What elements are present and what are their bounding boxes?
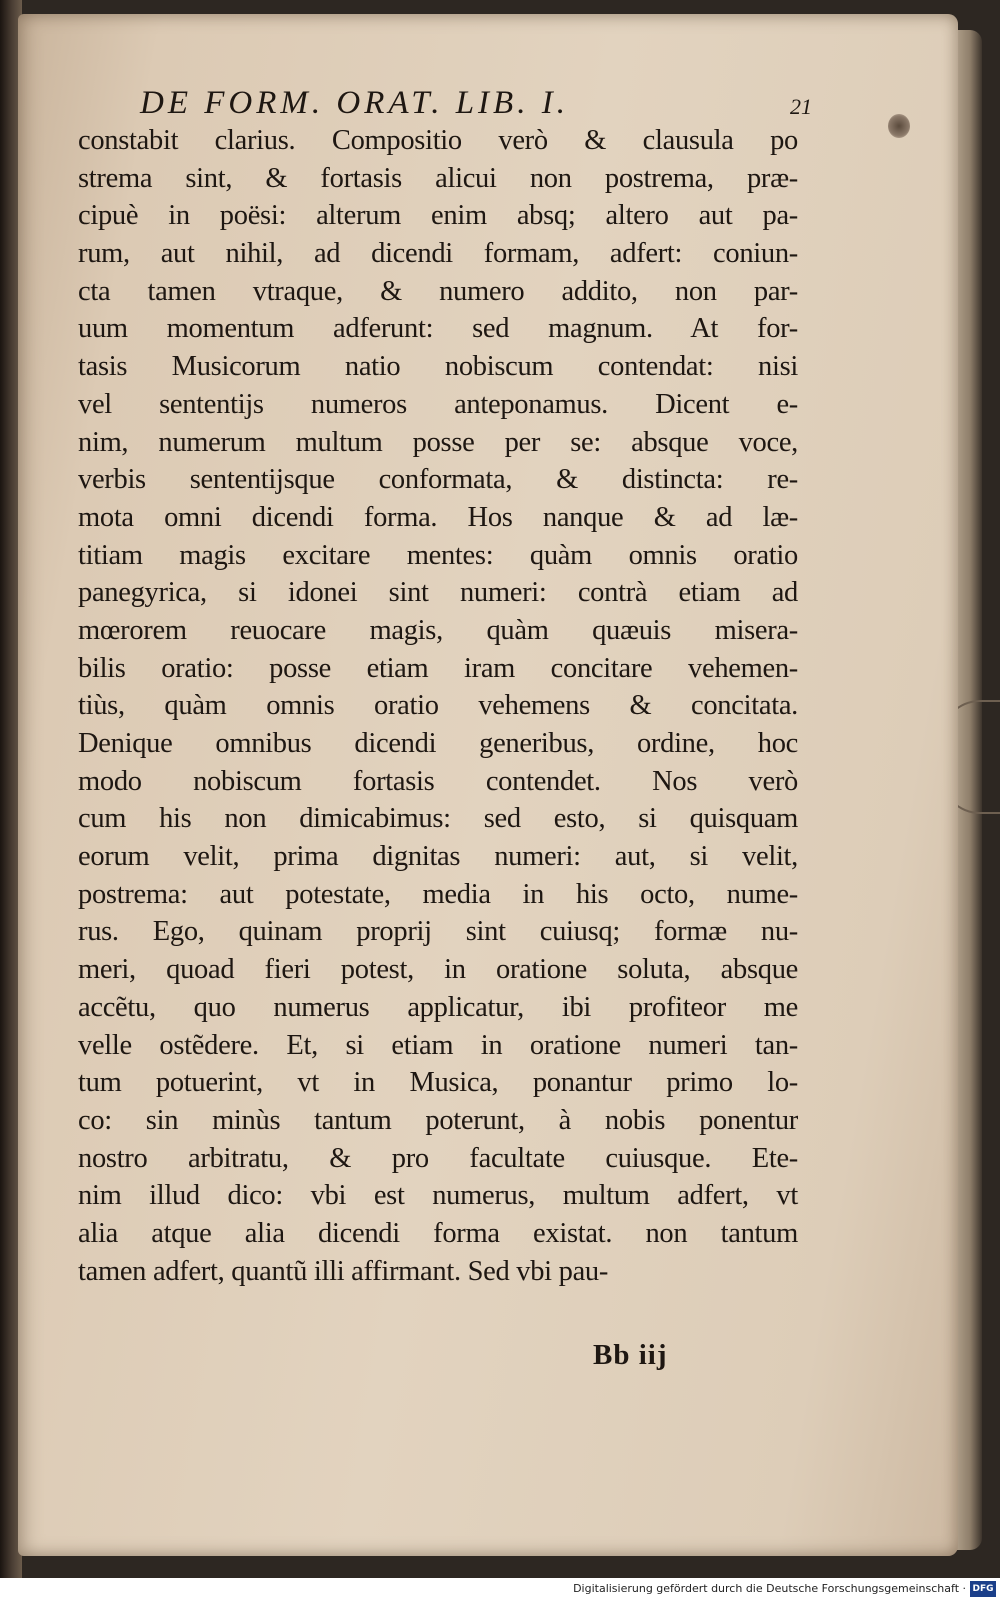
text-line: rum, aut nihil, ad dicendi formam, adfert: coniun- [78, 238, 798, 270]
text-line: meri, quoad fieri potest, in oratione soluta, absque [78, 954, 798, 986]
text-line: rus. Ego, quinam proprij sint cuiusq; formæ nu- [78, 916, 798, 948]
text-line: cum his non dimicabimus: sed esto, si quisquam [78, 803, 798, 835]
text-line: Denique omnibus dicendi generibus, ordine, hoc [78, 728, 798, 759]
text-line: cta tamen vtraque, & numero addito, non par- [78, 275, 798, 307]
text-line: nim, numerum multum posse per se: absque voce, [78, 426, 798, 458]
text-line: co: sin minùs tantum poterunt, à nobis ponentur [78, 1104, 798, 1136]
ink-stain [888, 114, 910, 138]
text-line: titiam magis excitare mentes: quàm omnis oratio [78, 539, 798, 571]
text-line: postrema: aut potestate, media in his octo, nume- [78, 878, 798, 910]
text-line: constabit clarius. Compositio verò & clausula po [78, 125, 798, 156]
text-line: tasis Musicorum natio nobiscum contendat: nisi [78, 351, 798, 383]
text-line: modo nobiscum fortasis contendet. Nos verò [78, 765, 798, 797]
body-text [78, 122, 798, 1290]
text-line: mœrorem reuocare magis, quàm quæuis misera- [78, 614, 798, 646]
text-line: nostro arbitratu, & pro facultate cuiusque. Ete- [78, 1142, 798, 1174]
text-line: accẽtu, quo numerus applicatur, ibi profiteor me [78, 991, 798, 1023]
text-line: eorum velit, prima dignitas numeri: aut, si velit, [78, 841, 798, 873]
text-line: alia atque alia dicendi forma existat. non tantum [78, 1217, 798, 1249]
book-page [18, 14, 958, 1556]
text-line: tamen adfert, quantũ illi affirmant. Sed vbi pau- [78, 1255, 609, 1287]
text-line: panegyrica, si idonei sint numeri: contrà etiam ad [78, 577, 798, 609]
footer-credit: Digitalisierung gefördert durch die Deutsche Forschungsgemeinschaft · [573, 1582, 966, 1595]
text-line: velle ostẽdere. Et, si etiam in oratione numeri tan- [78, 1029, 798, 1061]
running-head [78, 84, 812, 122]
text-line: bilis oratio: posse etiam iram concitare vehemen- [78, 652, 798, 684]
dfg-logo: DFG [970, 1581, 996, 1597]
text-line: strema sint, & fortasis alicui non postrema, præ- [78, 162, 798, 194]
text-line: tiùs, quàm omnis oratio vehemens & concitata. [78, 690, 798, 722]
text-line: nim illud dico: vbi est numerus, multum adfert, vt [78, 1180, 798, 1212]
folio-number: 21 [790, 94, 812, 119]
text-line: uum momentum adferunt: sed magnum. At for- [78, 313, 798, 345]
text-line: mota omni dicendi forma. Hos nanque & ad læ- [78, 501, 798, 533]
text-line: tum potuerint, vt in Musica, ponantur primo lo- [78, 1067, 798, 1099]
text-line: verbis sententijsque conformata, & distincta: re- [78, 464, 798, 496]
text-block [78, 84, 812, 1290]
text-line: cipuè in poësi: alterum enim absq; altero aut pa- [78, 200, 798, 232]
text-line: vel sententijs numeros anteponamus. Dicent e- [78, 388, 798, 420]
running-head-text: DE FORM. ORAT. LIB. I. [140, 85, 569, 121]
signature-mark: Bb iij [593, 1339, 668, 1371]
